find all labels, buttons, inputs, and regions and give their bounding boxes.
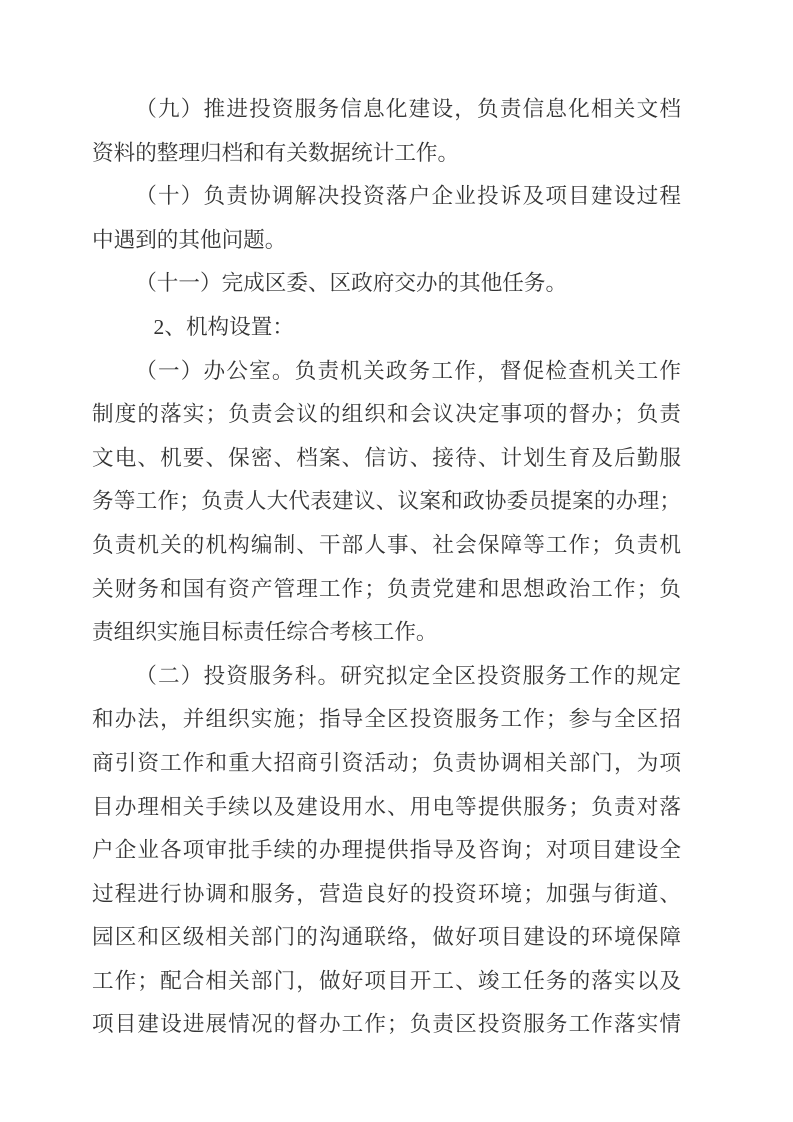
text-line: （二）投资服务科。研究拟定全区投资服务工作的规定 bbox=[135, 663, 681, 688]
text-line: （一）办公室。负责机关政务工作，督促检查机关工作 bbox=[135, 358, 681, 383]
text-line: 和办法，并组织实施；指导全区投资服务工作；参与全区招 bbox=[92, 707, 681, 732]
text-line: 负责机关的机构编制、干部人事、社会保障等工作；负责机 bbox=[92, 532, 681, 557]
text-line: 中遇到的其他问题。 bbox=[92, 227, 287, 252]
text-line: 务等工作；负责人大代表建议、议案和政协委员提案的办理； bbox=[92, 489, 681, 514]
text-line: 关财务和国有资产管理工作；负责党建和思想政治工作；负 bbox=[92, 576, 681, 601]
text-line: 工作；配合相关部门，做好项目开工、竣工任务的落实以及 bbox=[92, 968, 681, 993]
text-line: 园区和区级相关部门的沟通联络，做好项目建设的环境保障 bbox=[92, 925, 681, 950]
text-line: （十一）完成区委、区政府交办的其他任务。 bbox=[135, 271, 568, 296]
paragraph-duty-11 bbox=[92, 262, 681, 306]
text-line: 2、机构设置： bbox=[153, 314, 294, 339]
text-line: 制度的落实；负责会议的组织和会议决定事项的督办；负责 bbox=[92, 402, 681, 427]
text-line: （九）推进投资服务信息化建设，负责信息化相关文档 bbox=[135, 97, 681, 121]
paragraph-section-heading bbox=[92, 306, 681, 350]
paragraph-org-investment-service bbox=[92, 655, 681, 1047]
text-line: 商引资工作和重大招商引资活动；负责协调相关部门，为项 bbox=[92, 750, 681, 775]
text-line: （十）负责协调解决投资落户企业投诉及项目建设过程 bbox=[135, 184, 681, 209]
text-line: 项目建设进展情况的督办工作；负责区投资服务工作落实情 bbox=[92, 1012, 681, 1037]
paragraph-duty-10 bbox=[92, 175, 681, 262]
text-line: 资料的整理归档和有关数据统计工作。 bbox=[92, 140, 460, 165]
text-line: 责组织实施目标责任综合考核工作。 bbox=[92, 620, 438, 645]
text-line: 过程进行协调和服务，营造良好的投资环境；加强与街道、 bbox=[92, 881, 681, 906]
paragraph-duty-9 bbox=[92, 88, 681, 175]
text-line: 文电、机要、保密、档案、信访、接待、计划生育及后勤服 bbox=[92, 445, 681, 470]
paragraph-org-office bbox=[92, 350, 681, 655]
text-line: 目办理相关手续以及建设用水、用电等提供服务；负责对落 bbox=[92, 794, 681, 819]
text-line: 户企业各项审批手续的办理提供指导及咨询；对项目建设全 bbox=[92, 838, 681, 863]
